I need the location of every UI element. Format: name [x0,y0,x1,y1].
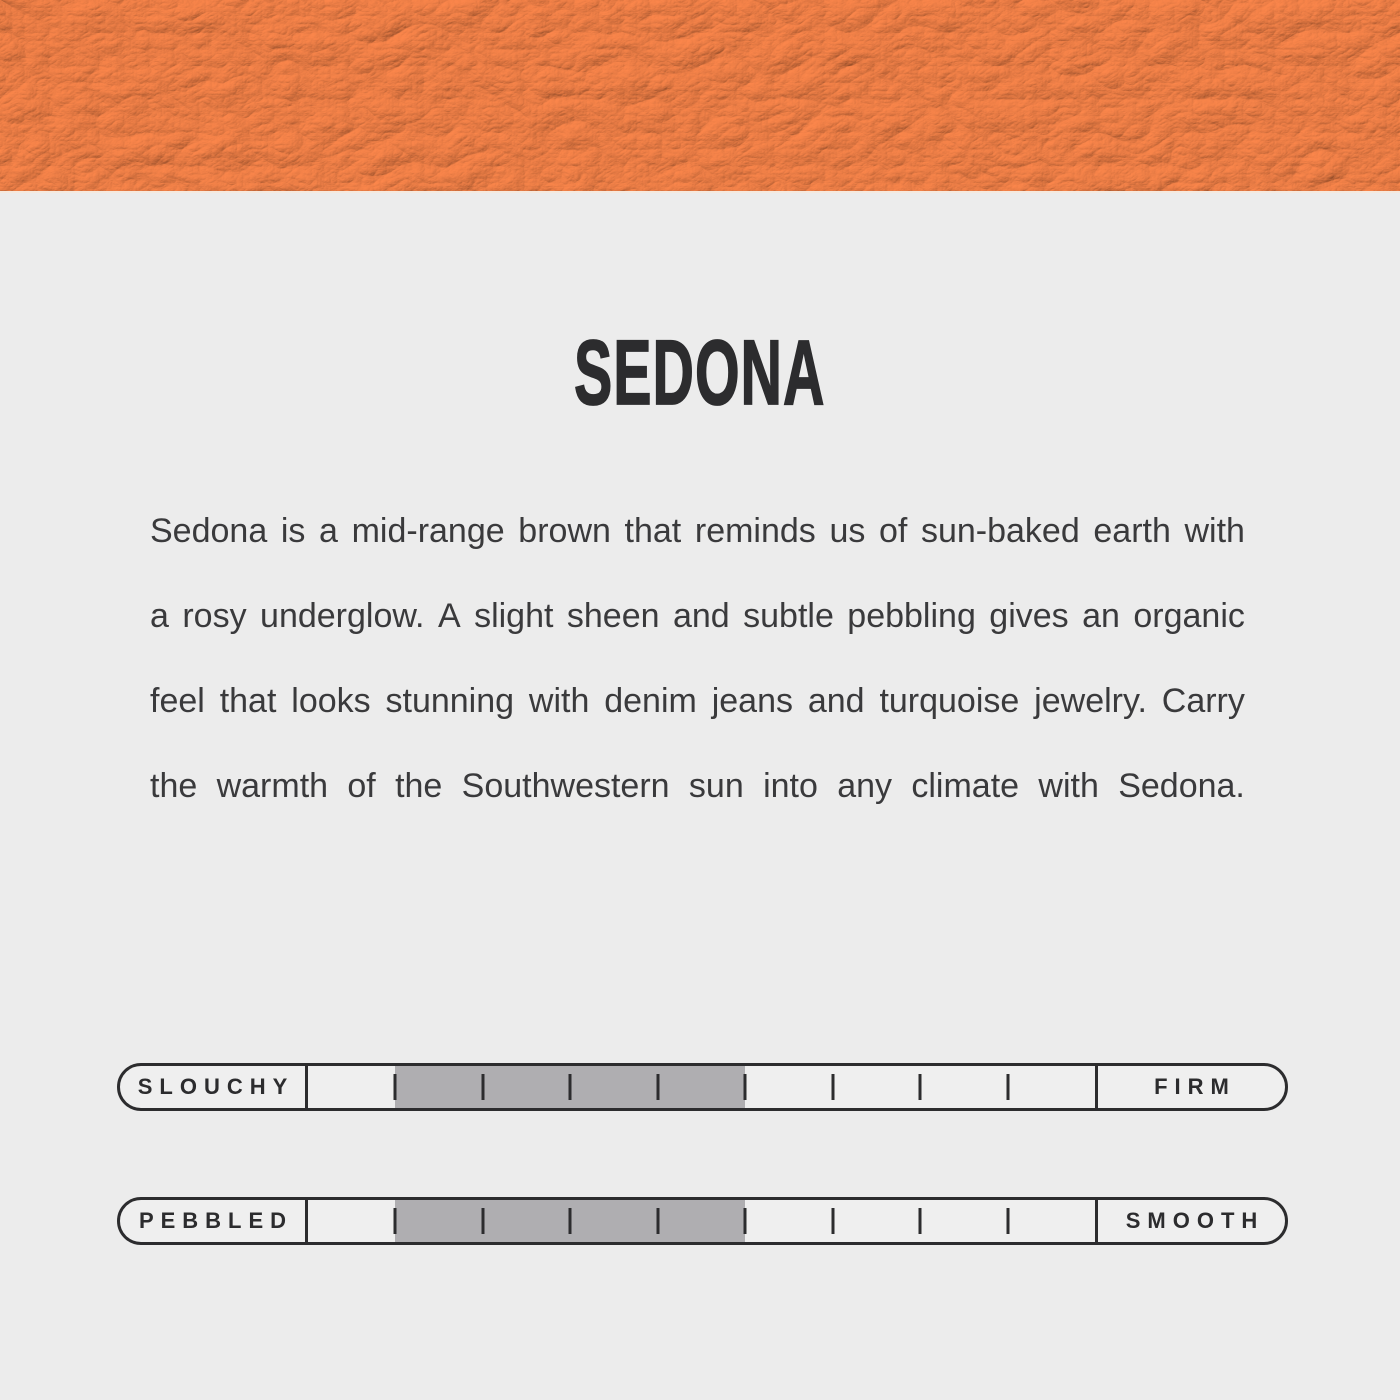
scale-tick [656,1074,659,1099]
description-word: sun [688,767,744,805]
scale-track-slouchy-firm [308,1066,1095,1108]
description-word: into [763,767,818,805]
page-title-text: SEDONA [574,322,826,424]
scale-tick [919,1208,922,1233]
description-word: sheen [566,597,660,635]
description-word: any [837,767,893,805]
description-word: rosy [182,597,247,635]
description-word: turquoise [879,682,1020,720]
scale-tick [1006,1208,1009,1233]
description-word: feel [150,682,205,720]
description-word: reminds [694,512,816,550]
scale-tick [831,1208,834,1233]
description-word: Sedona [150,512,268,550]
description-word: Sedona. [1118,767,1245,805]
description-word: brown [518,512,611,550]
description-word: mid-range [351,512,505,550]
scale-tick [831,1074,834,1099]
description-word: Southwestern [461,767,670,805]
scale-tick [744,1074,747,1099]
description-word: is [280,512,306,550]
description-word: slight [474,597,554,635]
scale-label-pebbled: PEBBLED [120,1200,308,1242]
description-word: organic [1133,597,1245,635]
description-word: looks [291,682,371,720]
leather-texture-image [0,0,1400,191]
description-line-3 [150,659,1245,744]
scale-tick [394,1074,397,1099]
page-title [0,322,1400,424]
description-line-4 [150,744,1245,829]
scale-pebbled-smooth [117,1197,1288,1245]
description-word: an [1082,597,1120,635]
description-word: Carry [1161,682,1245,720]
description-word: a [319,512,338,550]
description-word: with [1038,767,1099,805]
description-word: A [437,597,461,635]
description-word: and [672,597,730,635]
scale-tick [569,1074,572,1099]
description-word: sun-baked [920,512,1080,550]
description-word: with [1184,512,1245,550]
description-word: subtle [743,597,834,635]
description-word: climate [911,767,1020,805]
description-word: the [150,767,198,805]
description-line-1 [150,489,1245,574]
description-word: with [528,682,590,720]
description-word: and [807,682,865,720]
description-word: pebbling [847,597,976,635]
scale-tick [656,1208,659,1233]
leather-bottom-edge [0,191,1400,193]
description-word: earth [1093,512,1171,550]
description-word: of [878,512,908,550]
scale-tick [569,1208,572,1233]
color-description [150,489,1245,829]
scale-label-smooth: SMOOTH [1095,1200,1285,1242]
scale-tick [744,1208,747,1233]
leather-swatch-photo [0,0,1400,191]
description-word: of [347,767,376,805]
description-word: jewelry. [1034,682,1147,720]
description-word: denim [604,682,697,720]
description-line-2 [150,574,1245,659]
description-word: jeans [711,682,793,720]
scale-track-pebbled-smooth [308,1200,1095,1242]
scale-tick [481,1208,484,1233]
scale-label-firm: FIRM [1095,1066,1285,1108]
scale-tick [1006,1074,1009,1099]
description-word: underglow. [260,597,425,635]
scale-tick [394,1208,397,1233]
leather-grain-rect [0,0,1400,191]
description-word: a [150,597,169,635]
scale-tick [919,1074,922,1099]
description-word: warmth [216,767,329,805]
scale-tick [481,1074,484,1099]
scale-label-slouchy: SLOUCHY [120,1066,308,1108]
description-word: us [829,512,866,550]
description-word: stunning [385,682,515,720]
description-word: that [219,682,277,720]
description-word: the [395,767,443,805]
description-word: that [624,512,682,550]
scale-slouchy-firm [117,1063,1288,1111]
description-word: gives [989,597,1069,635]
